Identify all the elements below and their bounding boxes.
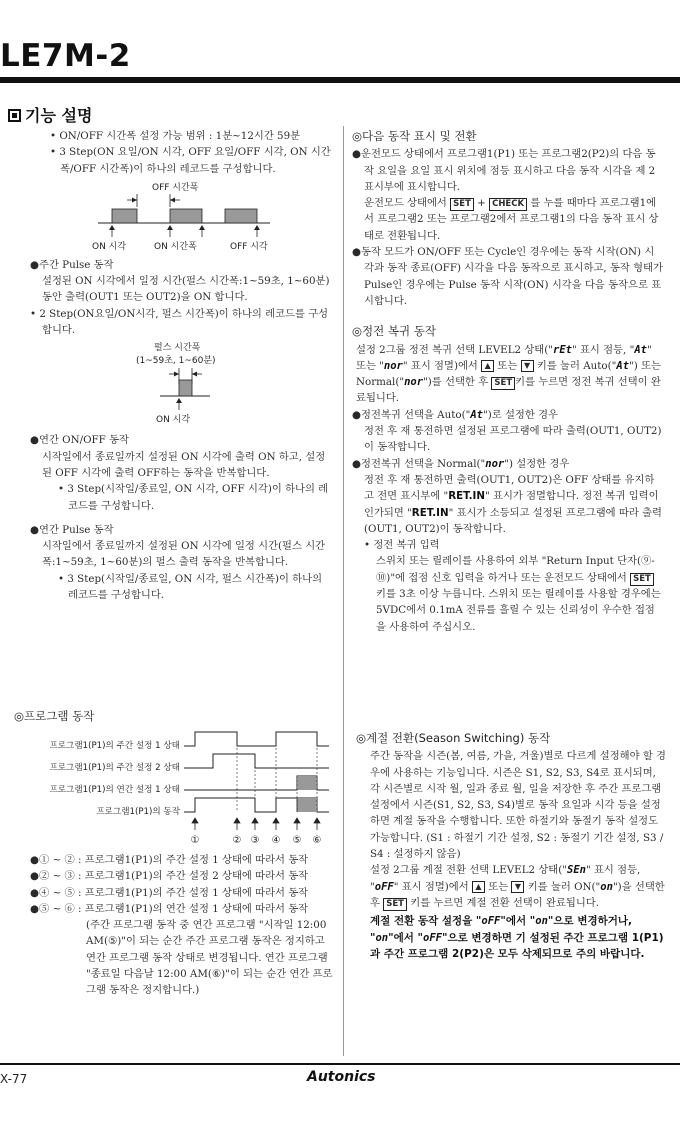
brand-logo: Autonics xyxy=(307,1069,376,1085)
marker: ⑤ xyxy=(292,835,302,846)
diag-label: ON 시간폭 xyxy=(154,241,197,252)
on-pulse-bar xyxy=(225,209,257,223)
power-recovery-input-body: 스위치 또는 릴레이를 사용하여 외부 "Return Input 단자(⑨-⑩)"에 접점 신호 입력을 하거나 또는 운전모드 상태에서 SET 키를 3초 이상 누릅니다. 스위치 또는 릴레이를 사용할 경우에는 5VDC에서 0.1mA 전류를 흘릴 수 있는 신뢰성이 우수한 접점을 사용하여 주십시오. xyxy=(376,555,661,633)
row1-signal xyxy=(184,732,329,746)
set-key-icon: SET xyxy=(450,198,474,211)
seg-on: on xyxy=(375,931,389,944)
page-number: X-77 xyxy=(0,1072,28,1086)
power-recovery-auto-title: ●정전복귀 선택을 Auto("At")로 설정한 경우 xyxy=(352,408,558,421)
pulse-width-label: 펄스 시간폭 xyxy=(154,343,201,354)
on-pulse-bar xyxy=(112,209,137,223)
program-notes xyxy=(30,852,335,999)
power-recovery-normal-body: 정전 후 재 통전하면 출력(OUT1, OUT2)은 OFF 상태를 유지하고 전면 표시부에 "RET.IN" 표시가 점멸합니다. 정전 복귀 입력이 인가되면 "RET.IN" 표시가 소등되고 설정된 프로그램에 따라 출력(OUT1, OUT2)이 동작합니다. xyxy=(364,473,662,535)
seg-nor: nor xyxy=(404,376,424,389)
marker: ② xyxy=(232,835,242,846)
program-operation xyxy=(14,708,339,726)
season-warning: 계절 전환 동작 설정을 "oFF"에서 "on"으로 변경하거나, "on"에서 "oFF"으로 변경하면 기 설정된 주간 프로그램 1(P1)과 주간 프로그램 2(P2)은 모두 삭제되므로 주의 바랍니다. xyxy=(370,915,664,961)
program-row-label: 프로그램1(P1)의 주간 설정 1 상태 xyxy=(49,741,180,751)
intro-bullet: • 3 Step(ON 요일/ON 시각, OFF 요일/OFF 시각, ON 시간폭/OFF 시간폭)이 하나의 레코드를 구성합니다. xyxy=(50,146,331,175)
program-note-extra: (주간 프로그램 동작 중 연간 프로그램 "시작일 12:00 AM(⑤)"이 되는 순간 주간 프로그램 동작은 정지하고 연간 프로그램 동작 상태로 변경됩니다. 연간 프로그램 "종료일 다음날 12:00 AM(⑥)"이 되는 순간 연간 프로그램 동작은 정지합니다.) xyxy=(86,919,333,997)
program-timing-diagram xyxy=(14,728,344,848)
program-row-label: 프로그램1(P1)의 연간 설정 1 상태 xyxy=(49,785,180,795)
program-note: ●② ~ ③ : 프로그램1(P1)의 주간 설정 2 상태에 따라서 동작 xyxy=(30,870,309,883)
season-title: ◎계절 전환(Season Switching) 동작 xyxy=(356,731,551,745)
on-pulse-bar xyxy=(170,209,202,223)
weekly-pulse-title: ●주간 Pulse 동작 xyxy=(30,258,114,271)
down-key-icon: ▼ xyxy=(511,881,524,893)
yearly-pulse-body: 시작일에서 종료일까지 설정된 ON 시각에 일정 시간(펄스 시간폭:1~59초, 1~60분)의 펄스 출력 동작을 반복합니다. xyxy=(42,540,326,569)
seg-nor: nor xyxy=(383,359,403,372)
weekly-pulse-body: 설정된 ON 시각에서 일정 시간(펄스 시간폭:1~59초, 1~60분) 동안 출력(OUT1 또는 OUT2)을 ON 합니다. xyxy=(42,275,330,304)
season-body: 주간 동작을 시즌(봄, 여름, 가을, 겨울)별로 다르게 설정해야 할 경우에 사용하는 기능입니다. 시즌은 S1, S2, S3, S4로 표시되며, 각 시즌별로 시작 월, 일과 종료 월, 일을 저장한 후 주간 프로그램 설정에서 시즌(S1, S2, S3, S4)별로 동작 요일과 시각 등을 설정하면 계절 동작을 수행합니다. 또한 하절기와 동절기 동작 설정도 가능합니다. (S1 : 하절기 기간 설정, S2 : 동절기 기간 설정, S3 / S4 : 설정하지 않음) xyxy=(370,750,666,861)
next-display-keys: 운전모드 상태에서 SET + CHECK 를 누를 때마다 프로그램1에서 프로그램2 또는 프로그램2에서 프로그램1의 다음 동작 표시 상태로 전환됩니다. xyxy=(364,197,659,242)
power-recovery-auto-body: 정전 후 재 통전하면 설정된 프로그램에 따라 출력(OUT1, OUT2)이 동작합니다. xyxy=(364,425,662,454)
section-title: 기능 설명 xyxy=(8,103,92,126)
pulse-bar xyxy=(179,380,192,396)
program-note: ●④ ~ ⑤ : 프로그램1(P1)의 주간 설정 1 상태에 따라서 동작 xyxy=(30,886,309,899)
diag-label: OFF 시각 xyxy=(230,241,268,252)
seg-at: At xyxy=(616,359,630,372)
program-title: ◎프로그램 동작 xyxy=(14,709,95,723)
footer-rule xyxy=(0,1063,680,1065)
power-recovery-normal-title: ●정전복귀 선택을 Normal("nor") 설정한 경우 xyxy=(352,457,570,470)
seg-ret: rEt xyxy=(553,343,572,356)
marker: ① xyxy=(190,835,200,846)
seg-off: oFF xyxy=(481,915,501,928)
seg-sen: SEn xyxy=(567,864,586,877)
power-recovery-input-title: • 정전 복귀 입력 xyxy=(364,539,440,552)
intro-bullet: • ON/OFF 시간폭 설정 가능 범위 : 1분~12시간 59분 xyxy=(50,130,301,142)
seg-at: At xyxy=(470,408,483,421)
yearly-pulse-title: ●연간 Pulse 동작 xyxy=(30,523,114,536)
season-procedure: 설정 2그룹 계절 전환 선택 LEVEL2 상태("SEn" 표시 점등, "oFF" 표시 점멸)에서 ▲ 또는 ▼ 키를 눌러 ON("on")을 선택한 후 SET 키를 누르면 계절 전환 선택이 완료됩니다. xyxy=(370,864,665,909)
set-key-icon: SET xyxy=(630,573,654,586)
row2-signal xyxy=(184,754,329,768)
seg-nor: nor xyxy=(485,457,505,470)
yearly-onoff-body: 시작일에서 종료일까지 설정된 ON 시각에 출력 ON 하고, 설정된 OFF 시각에 출력 OFF하는 동작을 반복합니다. xyxy=(42,450,326,479)
program-note: ●⑤ ~ ⑥ : 프로그램1(P1)의 연간 설정 1 상태에 따라서 동작 xyxy=(30,902,309,915)
next-display-bullet: ●동작 모드가 ON/OFF 또는 Cycle인 경우에는 동작 시작(ON) 시각과 동작 종료(OFF) 시각을 다음 동작으로 표시하고, 동작 형태가 Pulse인 경우에는 Pulse 동작 시작(ON) 시각을 다음 동작으로 표시합니다. xyxy=(352,246,663,307)
seg-off: oFF xyxy=(374,880,394,893)
left-column xyxy=(30,128,335,603)
up-key-icon: ▲ xyxy=(472,881,485,893)
yearly-onoff-bullet: • 3 Step(시작일/종료일, ON 시각, OFF 시각)이 하나의 레코드를 구성합니다. xyxy=(58,483,329,512)
down-key-icon: ▼ xyxy=(521,360,534,372)
seg-at: At xyxy=(634,343,647,356)
section-square-icon xyxy=(8,109,21,122)
marker: ⑥ xyxy=(312,835,322,846)
yearly-onoff-title: ●연간 ON/OFF 동작 xyxy=(30,434,129,447)
set-key-icon: SET xyxy=(491,377,515,390)
marker: ③ xyxy=(250,835,260,846)
marker: ④ xyxy=(271,835,281,846)
seg-on: on xyxy=(600,880,613,893)
onoff-timing-diagram xyxy=(30,179,330,253)
up-key-icon: ▲ xyxy=(481,360,494,372)
pulse-timing-diagram xyxy=(30,340,330,426)
check-key-icon: CHECK xyxy=(489,198,527,211)
pulse-on-label: ON 시각 xyxy=(156,415,191,426)
seg-off: oFF xyxy=(423,931,442,944)
season-section xyxy=(356,730,666,963)
power-recovery-title: ◎정전 복귀 동작 xyxy=(352,324,437,339)
header-rule xyxy=(0,77,680,83)
program-row-label: 프로그램1(P1)의 동작 xyxy=(96,807,180,817)
column-divider xyxy=(343,126,344,1056)
pulse-range-label: (1~59초, 1~60분) xyxy=(136,356,216,367)
next-display-title: ◎다음 동작 표시 및 전환 xyxy=(352,129,477,143)
program-note: ●① ~ ② : 프로그램1(P1)의 주간 설정 1 상태에 따라서 동작 xyxy=(30,854,309,866)
diag-label: ON 시각 xyxy=(92,241,127,252)
next-display-bullet: ●운전모드 상태에서 프로그램1(P1) 또는 프로그램2(P2)의 다음 동작 요일을 요일 표시 위치에 점등 표시하고 다음 동작 시각을 제 2표시부에 표시합니다. xyxy=(352,148,656,193)
power-recovery-intro: 설정 2그룹 정전 복귀 선택 LEVEL2 상태("rEt" 표시 점등, "At" 또는 "nor" 표시 점멸)에서 ▲ 또는 ▼ 키를 눌러 Auto("At") 또는 Normal("nor")를 선택한 후 SET 키를 누르면 정전 복귀 선택이 완료됩니다. xyxy=(356,343,661,405)
right-column xyxy=(352,128,664,635)
model-title: LE7M-2 xyxy=(0,38,131,74)
off-width-label: OFF 시간폭 xyxy=(152,182,199,193)
weekly-pulse-bullet: • 2 Step(ON요일/ON시각, 펄스 시간폭)이 하나의 레코드를 구성합니다. xyxy=(30,307,329,337)
set-key-icon: SET xyxy=(383,898,407,911)
seg-on: on xyxy=(535,915,548,928)
yearly-pulse-bullet: • 3 Step(시작일/종료일, ON 시각, 펄스 시간폭)이 하나의 레코드를 구성합니다. xyxy=(58,572,323,602)
program-row-label: 프로그램1(P1)의 주간 설정 2 상태 xyxy=(49,763,180,773)
